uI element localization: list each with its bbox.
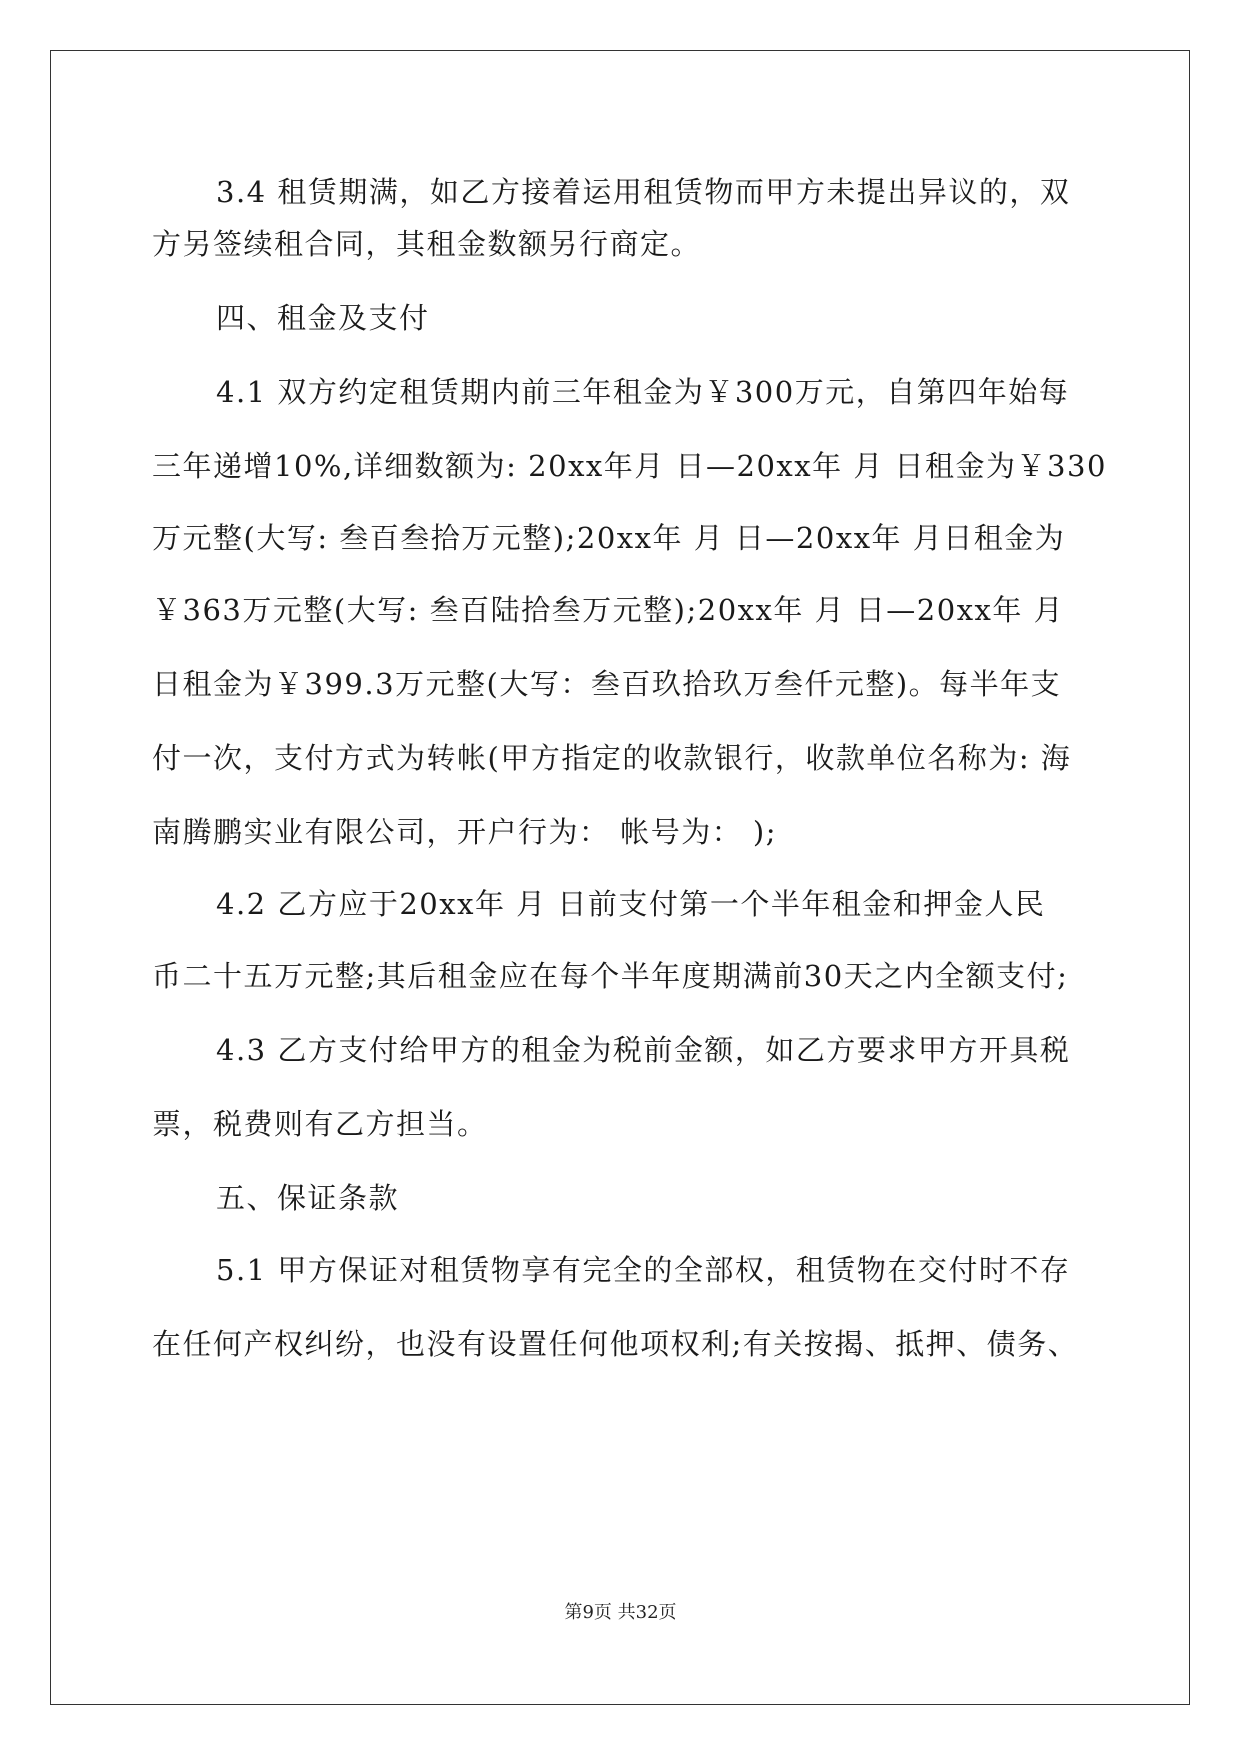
paragraph-4-1-line-3: 万元整(大写: 叁百叁拾万元整);20xx年 月 日—20xx年 月日租金为 <box>152 521 1066 555</box>
paragraph-4-1-line-4: ￥363万元整(大写: 叁百陆拾叁万元整);20xx年 月 日—20xx年 月 <box>152 593 1065 627</box>
paragraph-4-3-line-1: 4.3 乙方支付给甲方的租金为税前金额，如乙方要求甲方开具税 <box>216 1033 1071 1067</box>
paragraph-4-1-line-2: 三年递增10%,详细数额为: 20xx年月 日—20xx年 月 日租金为￥330 <box>152 449 1107 483</box>
page-number-footer: 第9页 共32页 <box>564 1602 677 1623</box>
paragraph-4-3-line-2: 票，税费则有乙方担当。 <box>152 1107 488 1141</box>
paragraph-5-1-line-1: 5.1 甲方保证对租赁物享有完全的全部权，租赁物在交付时不存 <box>216 1253 1071 1287</box>
paragraph-4-2-line-1: 4.2 乙方应于20xx年 月 日前支付第一个半年租金和押金人民 <box>216 887 1046 921</box>
paragraph-4-1-line-6: 付一次，支付方式为转帐(甲方指定的收款银行，收款单位名称为: 海 <box>152 741 1072 775</box>
paragraph-4-1-line-1: 4.1 双方约定租赁期内前三年租金为￥300万元，自第四年始每 <box>216 375 1070 409</box>
section-heading-4: 四、租金及支付 <box>216 301 430 335</box>
paragraph-4-1-line-7: 南腾鹏实业有限公司，开户行为： 帐号为： ); <box>152 815 778 849</box>
section-heading-5: 五、保证条款 <box>216 1181 400 1215</box>
paragraph-3-4-line-1: 3.4 租赁期满，如乙方接着运用租赁物而甲方未提出异议的，双 <box>216 175 1071 209</box>
paragraph-3-4-line-2: 方另签续租合同，其租金数额另行商定。 <box>152 227 702 261</box>
paragraph-4-2-line-2: 币二十五万元整;其后租金应在每个半年度期满前30天之内全额支付; <box>152 959 1069 993</box>
paragraph-5-1-line-2: 在任何产权纠纷，也没有设置任何他项权利;有关按揭、抵押、债务、 <box>152 1327 1079 1361</box>
paragraph-4-1-line-5: 日租金为￥399.3万元整(大写：叁百玖拾玖万叁仟元整)。每半年支 <box>152 667 1062 701</box>
